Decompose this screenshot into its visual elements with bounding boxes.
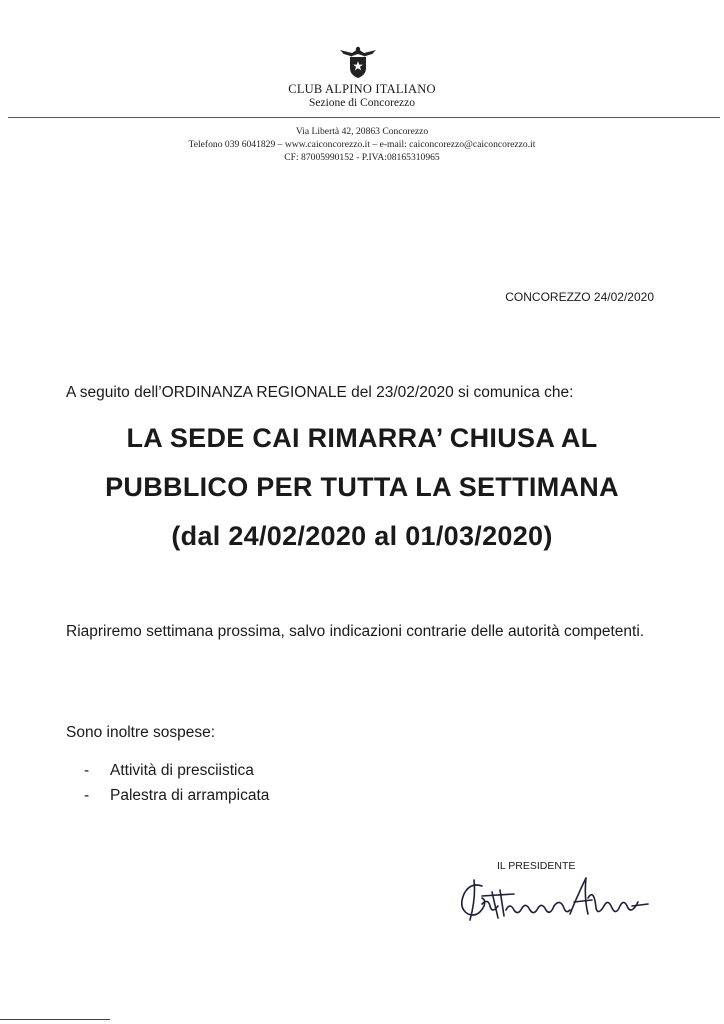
contacts-line: Telefono 039 6041829 – www.caiconcorezzo.it – e-mail: caiconcorezzo@caiconcorezzo.it [188, 139, 536, 150]
date-line: CONCOREZZO 24/02/2020 [505, 290, 654, 304]
reopen-paragraph: Riapriremo settimana prossima, salvo indicazioni contrarie delle autorità competenti. [66, 623, 645, 640]
footer-divider [0, 1019, 110, 1020]
list-item-text: Palestra di arrampicata [110, 787, 270, 804]
list-item-text: Attività di presciistica [110, 762, 254, 779]
cai-eagle-emblem-icon [338, 44, 378, 80]
president-label: IL PRESIDENTE [497, 860, 576, 872]
header-divider [8, 117, 720, 118]
list-bullet: - [84, 762, 90, 779]
organization-name: CLUB ALPINO ITALIANO [288, 82, 436, 96]
handwritten-signature [452, 868, 652, 934]
headline-line-2: PUBBLICO PER TUTTA LA SETTIMANA [105, 472, 619, 502]
suspended-intro: Sono inoltre sospese: [66, 724, 216, 741]
list-bullet: - [84, 787, 90, 804]
headline-line-1: LA SEDE CAI RIMARRA’ CHIUSA AL [126, 423, 598, 453]
headline-line-3: (dal 24/02/2020 al 01/03/2020) [171, 521, 553, 551]
address-line: Via Libertà 42, 20863 Concorezzo [295, 126, 429, 137]
fiscal-line: CF: 87005990152 - P.IVA:08165310965 [284, 152, 440, 163]
intro-text: A seguito dell’ORDINANZA REGIONALE del 23/02/2020 si comunica che: [66, 384, 574, 401]
organization-section: Sezione di Concorezzo [308, 97, 415, 109]
